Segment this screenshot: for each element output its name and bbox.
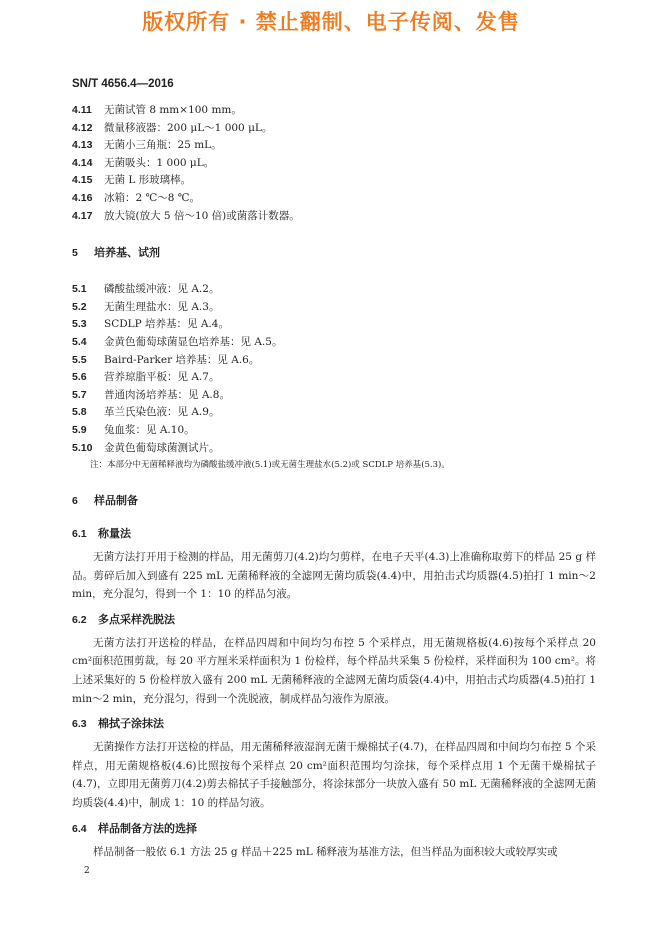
item-number: 5.9 bbox=[72, 423, 87, 436]
media-reagent-list bbox=[72, 281, 596, 457]
item-text: 无菌小三角瓶：25 mL。 bbox=[104, 139, 222, 152]
item-number: 5.5 bbox=[72, 353, 87, 366]
item-number: 5.1 bbox=[72, 283, 87, 296]
item-number: 5.3 bbox=[72, 318, 87, 331]
section-6-4-paragraph: 样品制备一般依 6.1 方法 25 g 样品＋225 mL 稀释液为基准方法，但当样品为面积较大或较厚实或 bbox=[93, 845, 558, 858]
document-code: SN/T 4656.4—2016 bbox=[72, 78, 174, 90]
item-text: 无菌 L 形玻璃棒。 bbox=[104, 174, 192, 187]
item-number: 4.16 bbox=[72, 191, 93, 204]
section-6-heading: 6 样品制备 bbox=[72, 494, 138, 508]
list-item bbox=[72, 137, 596, 155]
section-6-2-paragraph: 无菌方法打开送检的样品，在样品四周和中间均匀布控 5 个采样点，用无菌规格板(4.6)按每个采样点 20 cm²面积范围剪裁，每 20 平方厘米采样面积为 1 份检样，每个样品共采集 5 份检样，采样面积为 100 cm²。将上述采集好的 5 份检样放入盛有 200 mL 无菌稀释液的全滤网无菌均质袋(4.4)中，用拍击式均质器(4.5)拍打 1 min～2 min，充分混匀，得到一个洗脱液，制成样品匀液作为原液。 bbox=[72, 636, 596, 705]
item-text: 普通肉汤培养基：见 A.8。 bbox=[104, 388, 230, 401]
item-number: 4.12 bbox=[72, 121, 93, 134]
copyright-watermark: 版权所有 · 禁止翻制、电子传阅、发售 bbox=[142, 10, 520, 34]
list-item bbox=[72, 352, 596, 370]
item-text: 金黄色葡萄球菌测试片。 bbox=[104, 441, 220, 454]
list-item bbox=[72, 387, 596, 405]
item-number: 5.7 bbox=[72, 388, 87, 401]
section-6-1-paragraph: 无菌方法打开用于检测的样品，用无菌剪刀(4.2)均匀剪样，在电子天平(4.3)上准确称取剪下的样品 25 g 样品。剪碎后加入到盛有 225 mL 无菌稀释液的全滤网无菌均质袋(4.4)中，用拍击式均质器(4.5)拍打 1 min～2 min，充分混匀，得到一个 1：10 的样品匀液。 bbox=[72, 551, 596, 601]
list-item bbox=[72, 155, 596, 173]
list-item bbox=[72, 172, 596, 190]
item-number: 4.11 bbox=[72, 104, 92, 116]
item-number: 5.6 bbox=[72, 371, 87, 384]
section-6-1-heading: 6.1 称量法 bbox=[72, 527, 131, 541]
list-item bbox=[72, 316, 596, 334]
item-text: 金黄色葡萄球菌显色培养基：见 A.5。 bbox=[104, 335, 283, 348]
item-number: 4.14 bbox=[72, 156, 93, 169]
section-6-3-heading: 6.3 棉拭子涂抹法 bbox=[72, 717, 164, 731]
list-item bbox=[72, 190, 596, 208]
item-number: 4.17 bbox=[72, 209, 93, 222]
item-text: 无菌吸头：1 000 μL。 bbox=[104, 156, 215, 169]
list-item bbox=[72, 440, 596, 458]
item-text: 无菌试管 8 mm×100 mm。 bbox=[104, 104, 242, 116]
list-item bbox=[72, 369, 596, 387]
item-number: 5.2 bbox=[72, 300, 87, 313]
item-text: 无菌生理盐水：见 A.3。 bbox=[104, 300, 220, 313]
section-6-3-paragraph: 无菌操作方法打开送检的样品，用无菌稀释液湿润无菌干燥棉拭子(4.7)，在样品四周和中间均匀布控 5 个采样点，用无菌规格板(4.6)比照按每个采样点 20 cm²面积范围均匀涂抹，每个采样点用 1 个无菌干燥棉拭子(4.7)，立即用无菌剪刀(4.2)剪去棉拭子手接触部分，将涂抹部分一块放入盛有 50 mL 无菌稀释液的全滤网无菌均质袋(4.4)中，制成 1：10 的样品匀液。 bbox=[72, 741, 596, 810]
item-text: 放大镜(放大 5 倍～10 倍)或菌落计数器。 bbox=[104, 209, 300, 222]
list-item bbox=[72, 404, 596, 422]
list-item bbox=[72, 299, 596, 317]
item-text: 兔血浆：见 A.10。 bbox=[104, 423, 195, 436]
section-5-heading: 5 培养基、试剂 bbox=[72, 246, 160, 260]
item-text: SCDLP 培养基：见 A.4。 bbox=[104, 318, 229, 331]
page-number: 2 bbox=[84, 866, 90, 876]
list-item bbox=[72, 120, 596, 138]
item-text: 冰箱：2 ℃～8 ℃。 bbox=[104, 191, 201, 204]
section-6-2-heading: 6.2 多点采样洗脱法 bbox=[72, 612, 175, 626]
list-item bbox=[72, 208, 596, 226]
item-text: 营养琼脂平板：见 A.7。 bbox=[104, 371, 220, 384]
item-number: 5.8 bbox=[72, 406, 87, 419]
section-6-4-heading: 6.4 样品制备方法的选择 bbox=[72, 821, 197, 835]
item-number: 4.13 bbox=[72, 139, 93, 152]
equipment-list bbox=[72, 102, 596, 225]
item-text: 微量移液器：200 μL～1 000 μL。 bbox=[104, 121, 273, 134]
item-number: 5.10 bbox=[72, 441, 93, 454]
list-item bbox=[72, 422, 596, 440]
item-text: 革兰氏染色液：见 A.9。 bbox=[104, 406, 220, 419]
note: 注：本部分中无菌稀释液均为磷酸盐缓冲液(5.1)或无菌生理盐水(5.2)或 SCDLP 培养基(5.3)。 bbox=[90, 460, 450, 471]
item-number: 5.4 bbox=[72, 335, 87, 348]
list-item bbox=[72, 102, 596, 120]
list-item bbox=[72, 334, 596, 352]
list-item bbox=[72, 281, 596, 299]
item-number: 4.15 bbox=[72, 174, 93, 187]
item-text: Baird-Parker 培养基：见 A.6。 bbox=[104, 353, 260, 366]
item-text: 磷酸盐缓冲液：见 A.2。 bbox=[104, 283, 220, 296]
page-content bbox=[72, 102, 596, 867]
